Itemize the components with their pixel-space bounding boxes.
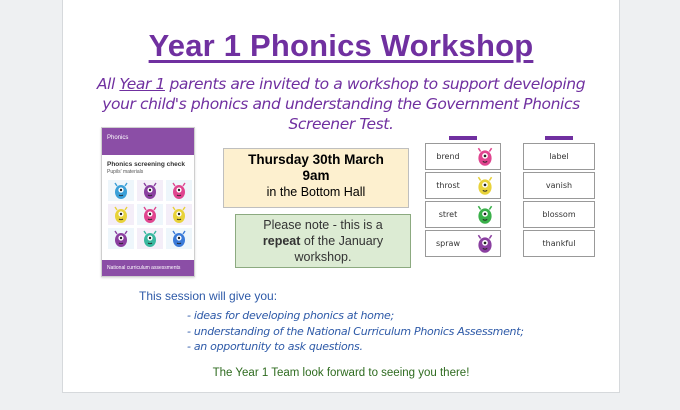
nonsense-word-cards xyxy=(425,136,501,259)
monster-icon xyxy=(470,204,500,226)
word-card: vanish xyxy=(523,172,595,199)
benefit-item: - ideas for developing phonics at home; xyxy=(187,309,394,322)
note-line2: of the January xyxy=(300,234,384,248)
monster-icon xyxy=(470,233,500,255)
closing-message: The Year 1 Team look forward to seeing you there! xyxy=(212,367,470,379)
intro-before: All xyxy=(96,75,120,93)
word-card xyxy=(425,143,501,170)
word-card-text: stret xyxy=(438,210,458,219)
event-details-box xyxy=(223,148,409,208)
word-card-text: brend xyxy=(436,152,460,161)
screening-booklet-image xyxy=(101,127,195,277)
booklet-subtitle: Pupils' materials xyxy=(107,169,144,175)
intro-text xyxy=(93,74,589,134)
monster-illustration xyxy=(108,204,134,225)
note-bold: repeat xyxy=(262,234,301,248)
benefits-list xyxy=(187,308,524,355)
event-location: in the Bottom Hall xyxy=(266,185,366,199)
word-card-text: throst xyxy=(436,181,460,190)
note-line3: workshop. xyxy=(294,250,352,264)
event-date: Thursday 30th March xyxy=(248,152,384,167)
intro-highlight: Year 1 xyxy=(119,75,165,93)
monster-grid xyxy=(108,180,194,249)
booklet-header: Phonics xyxy=(102,128,194,155)
word-card: label xyxy=(523,143,595,170)
card-tag xyxy=(449,136,477,140)
word-card: blossom xyxy=(523,201,595,228)
word-card-text: spraw xyxy=(436,239,460,248)
event-time: 9am xyxy=(302,168,330,183)
booklet-title: Phonics screening check xyxy=(107,161,186,168)
monster-illustration xyxy=(137,228,163,249)
benefit-item: - an opportunity to ask questions. xyxy=(187,340,363,353)
booklet-footer: National curriculum assessments xyxy=(102,260,194,276)
benefit-item: - understanding of the National Curriculum Phonics Assessment; xyxy=(187,324,524,338)
monster-illustration xyxy=(166,204,192,225)
card-tag xyxy=(545,136,573,140)
monster-illustration xyxy=(108,180,134,201)
monster-illustration xyxy=(137,180,163,201)
monster-icon xyxy=(470,175,500,197)
monster-illustration xyxy=(108,228,134,249)
benefits-intro: This session will give you: xyxy=(139,289,278,303)
word-card: thankful xyxy=(523,230,595,257)
flyer-page xyxy=(62,0,620,393)
note-line1: Please note - this is a xyxy=(263,218,383,232)
repeat-note-box xyxy=(235,214,411,268)
monster-illustration xyxy=(166,228,192,249)
page-title: Year 1 Phonics Workshop xyxy=(148,28,534,63)
word-card xyxy=(425,230,501,257)
intro-after: parents are invited to a workshop to support developing your child's phonics and understanding the Government Phonics Screener Test. xyxy=(102,75,586,133)
word-card xyxy=(425,172,501,199)
monster-illustration xyxy=(137,204,163,225)
monster-icon xyxy=(470,146,500,168)
real-word-cards xyxy=(523,136,595,259)
word-card xyxy=(425,201,501,228)
monster-illustration xyxy=(166,180,192,201)
